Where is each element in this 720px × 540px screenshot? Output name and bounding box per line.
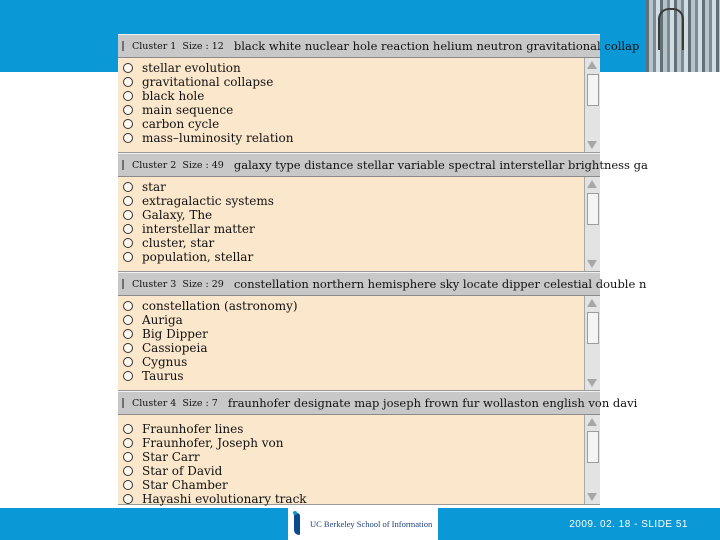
radio-button[interactable]: [123, 196, 133, 206]
collapse-icon[interactable]: [122, 398, 124, 408]
radio-button[interactable]: [123, 357, 133, 367]
cluster-2-header[interactable]: [118, 153, 648, 177]
radio-button[interactable]: [123, 438, 133, 448]
scroll-thumb[interactable]: [587, 312, 599, 344]
radio-button[interactable]: [123, 424, 133, 434]
radio-button[interactable]: [123, 63, 133, 73]
item-label: cluster, star: [142, 236, 215, 250]
list-item[interactable]: [123, 75, 582, 89]
list-item[interactable]: [123, 369, 582, 383]
scrollbar[interactable]: [584, 415, 600, 504]
item-label: mass–luminosity relation: [142, 131, 294, 145]
scroll-up-arrow-icon[interactable]: [587, 418, 597, 426]
radio-button[interactable]: [123, 91, 133, 101]
item-label: Cassiopeia: [142, 341, 208, 355]
list-item[interactable]: [123, 492, 582, 506]
radio-button[interactable]: [123, 182, 133, 192]
cluster-label: Cluster 1: [132, 40, 177, 52]
cluster-3-list[interactable]: [118, 296, 600, 391]
item-label: main sequence: [142, 103, 234, 117]
list-item[interactable]: [123, 194, 582, 208]
scrollbar[interactable]: [584, 296, 600, 390]
radio-button[interactable]: [123, 77, 133, 87]
item-label: Auriga: [142, 313, 183, 327]
item-label: Star Carr: [142, 450, 200, 464]
radio-button[interactable]: [123, 224, 133, 234]
radio-button[interactable]: [123, 371, 133, 381]
item-label: stellar evolution: [142, 61, 241, 75]
radio-button[interactable]: [123, 301, 133, 311]
item-label: Galaxy, The: [142, 208, 213, 222]
collapse-icon[interactable]: [122, 41, 124, 51]
cluster-label: Cluster 2: [132, 159, 177, 171]
list-item[interactable]: [123, 422, 582, 436]
list-item[interactable]: [123, 61, 582, 75]
item-label: Cygnus: [142, 355, 188, 369]
building-arch-shape: [658, 8, 684, 50]
item-label: extragalactic systems: [142, 194, 274, 208]
list-item[interactable]: [123, 250, 582, 264]
item-label: population, stellar: [142, 250, 254, 264]
item-label: interstellar matter: [142, 222, 255, 236]
school-logo: [288, 508, 438, 540]
slide-number: 2009. 02. 18 - SLIDE 51: [569, 519, 688, 530]
item-label: constellation (astronomy): [142, 299, 298, 313]
scroll-up-arrow-icon[interactable]: [587, 299, 597, 307]
scroll-down-arrow-icon[interactable]: [587, 493, 597, 501]
radio-button[interactable]: [123, 133, 133, 143]
list-item[interactable]: [123, 236, 582, 250]
list-item[interactable]: [123, 222, 582, 236]
item-label: star: [142, 180, 166, 194]
cluster-browser-window: [118, 34, 648, 506]
i-school-logo-icon: [292, 511, 304, 537]
item-label: Star Chamber: [142, 478, 228, 492]
size-value: 12: [211, 40, 224, 52]
radio-button[interactable]: [123, 466, 133, 476]
cluster-label: Cluster 3: [132, 278, 177, 290]
radio-button[interactable]: [123, 315, 133, 325]
radio-button[interactable]: [123, 480, 133, 490]
cluster-keywords: galaxy type distance stellar variable spectral interstellar brightness ga: [233, 158, 648, 172]
item-label: gravitational collapse: [142, 75, 274, 89]
list-item[interactable]: [123, 478, 582, 492]
list-item[interactable]: [123, 180, 582, 194]
size-label: Size :: [182, 278, 209, 290]
list-item[interactable]: [123, 436, 582, 450]
cluster-2-list[interactable]: [118, 177, 600, 272]
list-item[interactable]: [123, 299, 582, 313]
list-item[interactable]: [123, 450, 582, 464]
cluster-keywords: black white nuclear hole reaction helium neutron gravitational collap: [233, 39, 640, 53]
cluster-4-header[interactable]: [118, 391, 638, 415]
list-item[interactable]: [123, 117, 582, 131]
list-item[interactable]: [123, 327, 582, 341]
scroll-down-arrow-icon[interactable]: [587, 260, 597, 268]
scrollbar[interactable]: [584, 58, 600, 152]
radio-button[interactable]: [123, 238, 133, 248]
list-item[interactable]: [123, 464, 582, 478]
cluster-1-list[interactable]: [118, 58, 600, 153]
radio-button[interactable]: [123, 210, 133, 220]
scroll-up-arrow-icon[interactable]: [587, 180, 597, 188]
size-value: 29: [211, 278, 224, 290]
logo-text: UC Berkeley School of Information: [310, 519, 433, 529]
size-value: 49: [211, 159, 224, 171]
cluster-1-header[interactable]: [118, 34, 640, 58]
radio-button[interactable]: [123, 105, 133, 115]
item-label: Fraunhofer, Joseph von: [142, 436, 284, 450]
cluster-label: Cluster 4: [132, 397, 177, 409]
list-item[interactable]: [123, 89, 582, 103]
scroll-up-arrow-icon[interactable]: [587, 61, 597, 69]
list-item[interactable]: [123, 313, 582, 327]
radio-button[interactable]: [123, 252, 133, 262]
radio-button[interactable]: [123, 494, 133, 504]
collapse-icon[interactable]: [122, 279, 124, 289]
cluster-4-list[interactable]: [118, 415, 600, 505]
list-item[interactable]: [123, 131, 582, 145]
item-label: Big Dipper: [142, 327, 208, 341]
collapse-icon[interactable]: [122, 160, 124, 170]
scrollbar[interactable]: [584, 177, 600, 271]
scroll-down-arrow-icon[interactable]: [587, 379, 597, 387]
cluster-3-header[interactable]: [118, 272, 647, 296]
cluster-keywords: constellation northern hemisphere sky locate dipper celestial double n: [233, 277, 647, 291]
list-item[interactable]: [123, 341, 582, 355]
cluster-keywords: fraunhofer designate map joseph frown fur wollaston english von davi: [227, 396, 638, 410]
size-value: 7: [211, 397, 218, 409]
list-item[interactable]: [123, 208, 582, 222]
item-label: Taurus: [142, 369, 184, 383]
scroll-down-arrow-icon[interactable]: [587, 141, 597, 149]
radio-button[interactable]: [123, 329, 133, 339]
scroll-thumb[interactable]: [587, 431, 599, 463]
list-item[interactable]: [123, 355, 582, 369]
radio-button[interactable]: [123, 343, 133, 353]
radio-button[interactable]: [123, 119, 133, 129]
item-label: carbon cycle: [142, 117, 220, 131]
list-item[interactable]: [123, 103, 582, 117]
item-label: Fraunhofer lines: [142, 422, 244, 436]
size-label: Size :: [182, 397, 209, 409]
radio-button[interactable]: [123, 452, 133, 462]
item-label: Hayashi evolutionary track: [142, 492, 307, 506]
item-label: black hole: [142, 89, 205, 103]
size-label: Size :: [182, 40, 209, 52]
scroll-thumb[interactable]: [587, 193, 599, 225]
item-label: Star of David: [142, 464, 223, 478]
size-label: Size :: [182, 159, 209, 171]
scroll-thumb[interactable]: [587, 74, 599, 106]
